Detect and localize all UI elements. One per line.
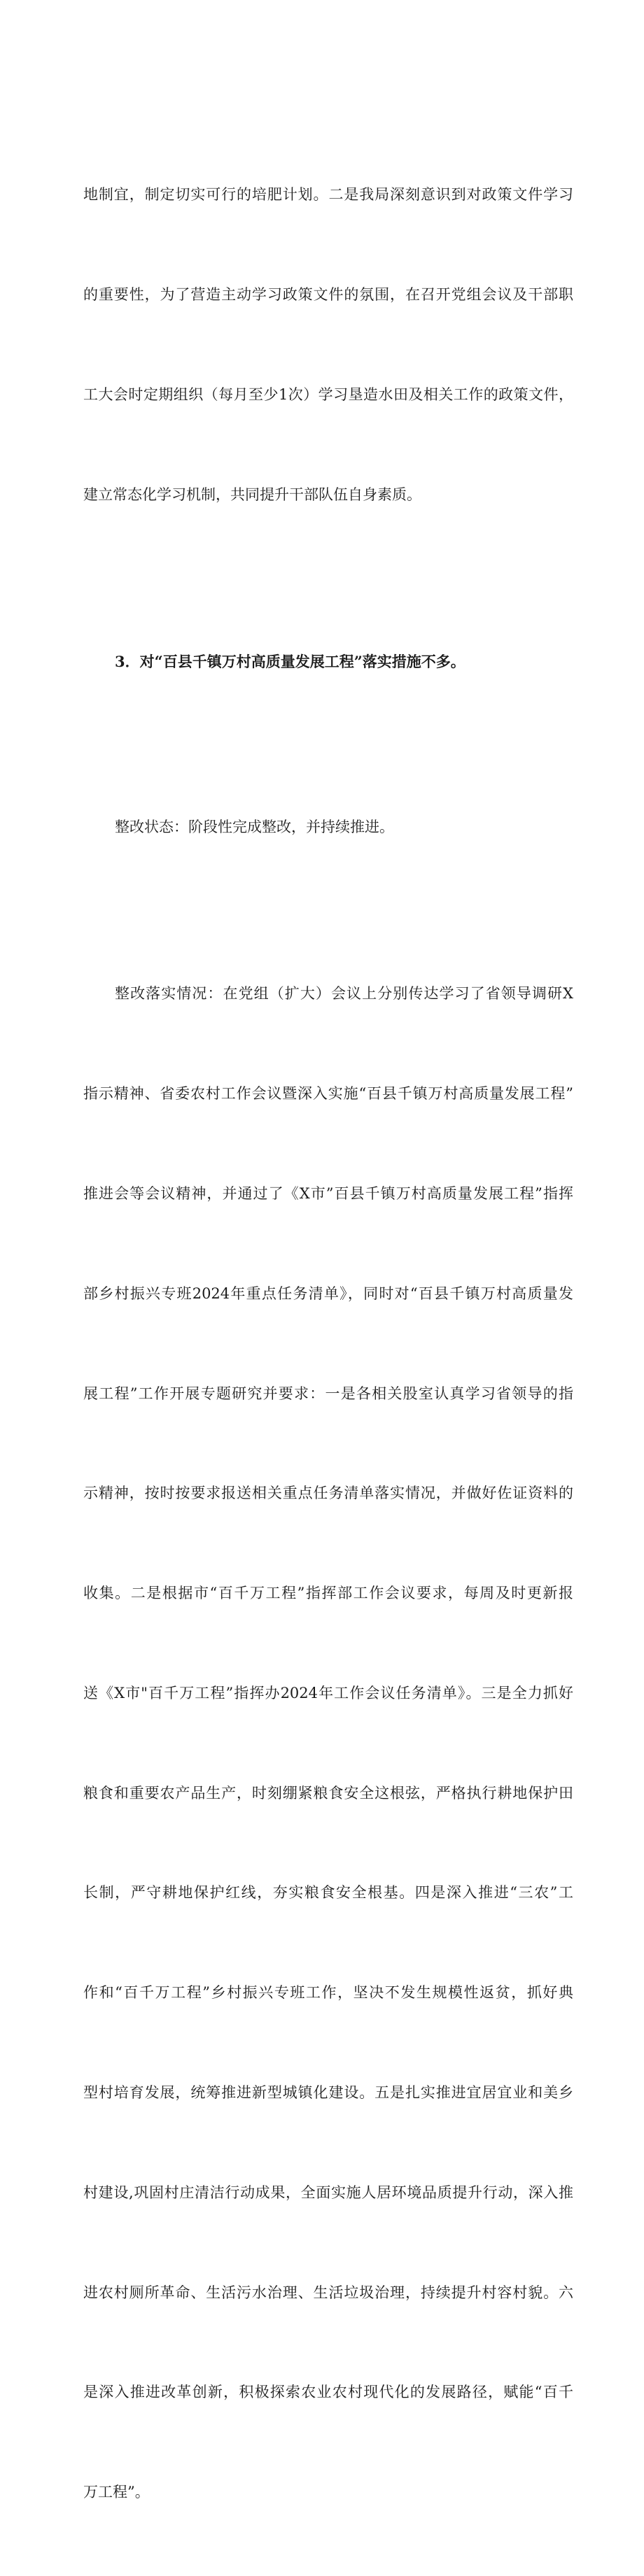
text-line: 地制宜，制定切实可行的培肥计划。二是我局深刻意识到对政策文件学习 [83,186,573,204]
text-line: 示精神，按时按要求报送相关重点任务清单落实情况，并做好佐证资料的 [83,1485,573,1502]
text-line: 作和“百千万工程”乡村振兴专班工作，坚决不发生规模性返贫，抓好典 [83,1984,573,2002]
text-line: 整改状态：阶段性完成整改，并持续推进。 [115,819,394,836]
text-line: 收集。二是根据市“百千万工程”指挥部工作会议要求，每周及时更新报 [83,1585,573,1602]
text-line: 是深入推进改革创新，积极探索农业农村现代化的发展路径，赋能“百千 [83,2384,573,2401]
heading-text: 3．对“百县千镇万村高质量发展工程”落实措施不多。 [115,652,465,670]
text-line: 建立常态化学习机制，共同提升干部队伍自身素质。 [83,486,421,503]
text-line: 送《X市"百千万工程”指挥办2024年工作会议任务清单》。三是全力抓好 [83,1684,573,1701]
document-body [83,112,573,2576]
text-line: 长制，严守耕地保护红线，夯实粮食安全根基。四是深入推进“三农”工 [83,1884,573,1902]
text-line: 展工程”工作开展专题研究并要求：一是各相关股室认真学习省领导的指 [83,1385,573,1402]
text-line: 的重要性，为了营造主动学习政策文件的氛围，在召开党组会议及干部职 [83,285,573,303]
text-line: 粮食和重要农产品生产，时刻绷紧粮食安全这根弦，严格执行耕地保护田 [83,1784,573,1802]
paragraph-continuation [83,112,573,578]
text-line: 型村培育发展，统筹推进新型城镇化建设。五是扎实推进宜居宜业和美乡 [83,2084,573,2102]
text-line: 万工程”。 [83,2484,150,2501]
text-line: 进农村厕所革命、生活污水治理、生活垃圾治理，持续提升村容村貌。六 [83,2284,573,2301]
text-line: 工大会时定期组织（每月至少1次）学习垦造水田及相关工作的政策文件， [83,385,573,403]
text-line: 推进会等会议精神，并通过了《X市”百县千镇万村高质量发展工程”指挥 [83,1185,573,1202]
text-line: 整改落实情况：在党组（扩大）会议上分别传达学习了省领导调研X [115,985,573,1003]
section-heading-3 [83,578,573,744]
text-line: 部乡村振兴专班2024年重点任务清单》，同时对“百县千镇万村高质量发 [83,1285,573,1302]
paragraph-rectification-status [83,744,573,911]
text-line: 村建设,巩固村庄清洁行动成果，全面实施人居环境品质提升行动，深入推 [83,2184,573,2201]
text-line: 指示精神、省委农村工作会议暨深入实施“百县千镇万村高质量发展工程” [83,1085,573,1103]
paragraph-rectification-implementation [83,911,573,2576]
